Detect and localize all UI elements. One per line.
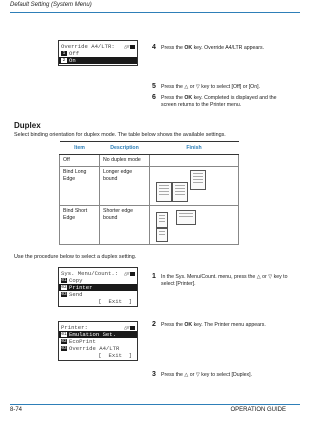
column-header: Description <box>100 142 150 155</box>
short-edge-binding-illustration <box>150 206 239 245</box>
table-cell-finish <box>150 155 239 167</box>
lcd-menu-item <box>59 277 137 284</box>
step-number: 2 <box>152 321 156 328</box>
step-6 <box>152 95 292 109</box>
step-text: In the Sys. Menu/Count. menu, press the △ or ▽ key to select [Printer]. <box>161 274 288 287</box>
item-label: On <box>69 57 76 64</box>
item-number: 02 <box>61 285 67 290</box>
ok-key-icon <box>130 45 135 49</box>
item-number: 03 <box>61 292 67 297</box>
step-5 <box>152 84 292 91</box>
page-number: 8-74 <box>10 407 23 413</box>
item-number: 1 <box>62 51 66 56</box>
section-intro: Select binding orientation for duplex mode. The table below shows the available settings. <box>14 132 226 138</box>
step-text: Press the OK key. The Printer menu appears. <box>161 322 266 328</box>
column-header: Finish <box>150 142 239 155</box>
table-row <box>60 155 239 167</box>
item-label: Printer <box>69 284 93 291</box>
lcd-menu-item <box>59 338 137 345</box>
lcd-printer-menu-screen <box>58 321 138 361</box>
scroll-arrows-icon: △▽ <box>123 270 129 277</box>
procedure-intro: Use the procedure below to select a duplex setting. <box>14 254 137 260</box>
step-1 <box>152 274 292 288</box>
step-number: 6 <box>152 94 156 101</box>
table-cell-description: No duplex mode <box>100 155 150 167</box>
scroll-arrows-icon: △▽ <box>123 43 129 50</box>
ok-key-icon <box>130 272 135 276</box>
table-cell-item: Bind Short Edge <box>60 206 100 245</box>
table-row <box>60 167 239 206</box>
step-number: 3 <box>152 371 156 378</box>
item-number: 03 <box>61 346 67 351</box>
exit-softkey-label: [ Exit ] <box>98 352 132 359</box>
lcd-title-row <box>59 324 137 331</box>
table-cell-item: Off <box>60 155 100 167</box>
table-cell-description: Longer edge bound <box>100 167 150 206</box>
step-3 <box>152 372 292 379</box>
exit-softkey-label: [ Exit ] <box>98 298 132 305</box>
item-label: Emulation Set. <box>69 331 116 338</box>
scroll-arrows-icon: △▽ <box>123 324 129 331</box>
table-header-row <box>60 142 239 155</box>
item-number: 01 <box>61 278 67 283</box>
lcd-menu-item-selected <box>59 331 137 338</box>
long-edge-binding-illustration <box>150 167 239 206</box>
lcd-menu-item <box>59 50 137 57</box>
item-label: Copy <box>69 277 83 284</box>
lcd-title: Sys. Menu/Count.: <box>61 270 119 277</box>
lcd-softkey-row <box>59 352 137 359</box>
lcd-title-row <box>59 270 137 277</box>
item-number: 2 <box>62 58 66 63</box>
section-title: Duplex <box>14 121 41 130</box>
lcd-title-row <box>59 43 137 50</box>
item-label: Override A4/LTR <box>69 345 120 352</box>
table-row <box>60 206 239 245</box>
lcd-menu-item-selected <box>59 284 137 291</box>
step-text: Press the OK key. Completed is displayed and the screen returns to the Printer menu. <box>161 95 277 108</box>
lcd-softkey-row <box>59 298 137 305</box>
table-cell-description: Shorter edge bound <box>100 206 150 245</box>
lcd-menu-item <box>59 345 137 352</box>
ok-key-icon <box>130 326 135 330</box>
step-text: Press the OK key. Override A4/LTR appears. <box>161 45 265 51</box>
item-number: 01 <box>61 332 67 337</box>
step-text: Press the △ or ▽ key to select [Off] or [On]. <box>161 84 260 90</box>
lcd-override-screen <box>58 40 138 66</box>
step-4 <box>152 45 292 52</box>
guide-title: OPERATION GUIDE <box>230 407 286 413</box>
lcd-menu-item-selected <box>59 57 137 64</box>
lcd-title: Override A4/LTR: <box>61 43 115 50</box>
step-number: 1 <box>152 273 156 280</box>
item-label: Send <box>69 291 83 298</box>
step-number: 4 <box>152 44 156 51</box>
footer-rule <box>10 404 300 405</box>
item-label: Off <box>69 50 80 57</box>
step-2 <box>152 322 292 329</box>
column-header: Item <box>60 142 100 155</box>
header-rule <box>10 12 300 13</box>
item-label: EcoPrint <box>69 338 96 345</box>
duplex-settings-table <box>59 141 239 245</box>
lcd-menu-item <box>59 291 137 298</box>
running-header: Default Setting (System Menu) <box>10 2 92 8</box>
lcd-sys-menu-screen <box>58 267 138 307</box>
lcd-title: Printer: <box>61 324 88 331</box>
step-number: 5 <box>152 83 156 90</box>
step-text: Press the △ or ▽ key to select [Duplex]. <box>161 372 253 378</box>
item-number: 02 <box>61 339 67 344</box>
table-cell-item: Bind Long Edge <box>60 167 100 206</box>
